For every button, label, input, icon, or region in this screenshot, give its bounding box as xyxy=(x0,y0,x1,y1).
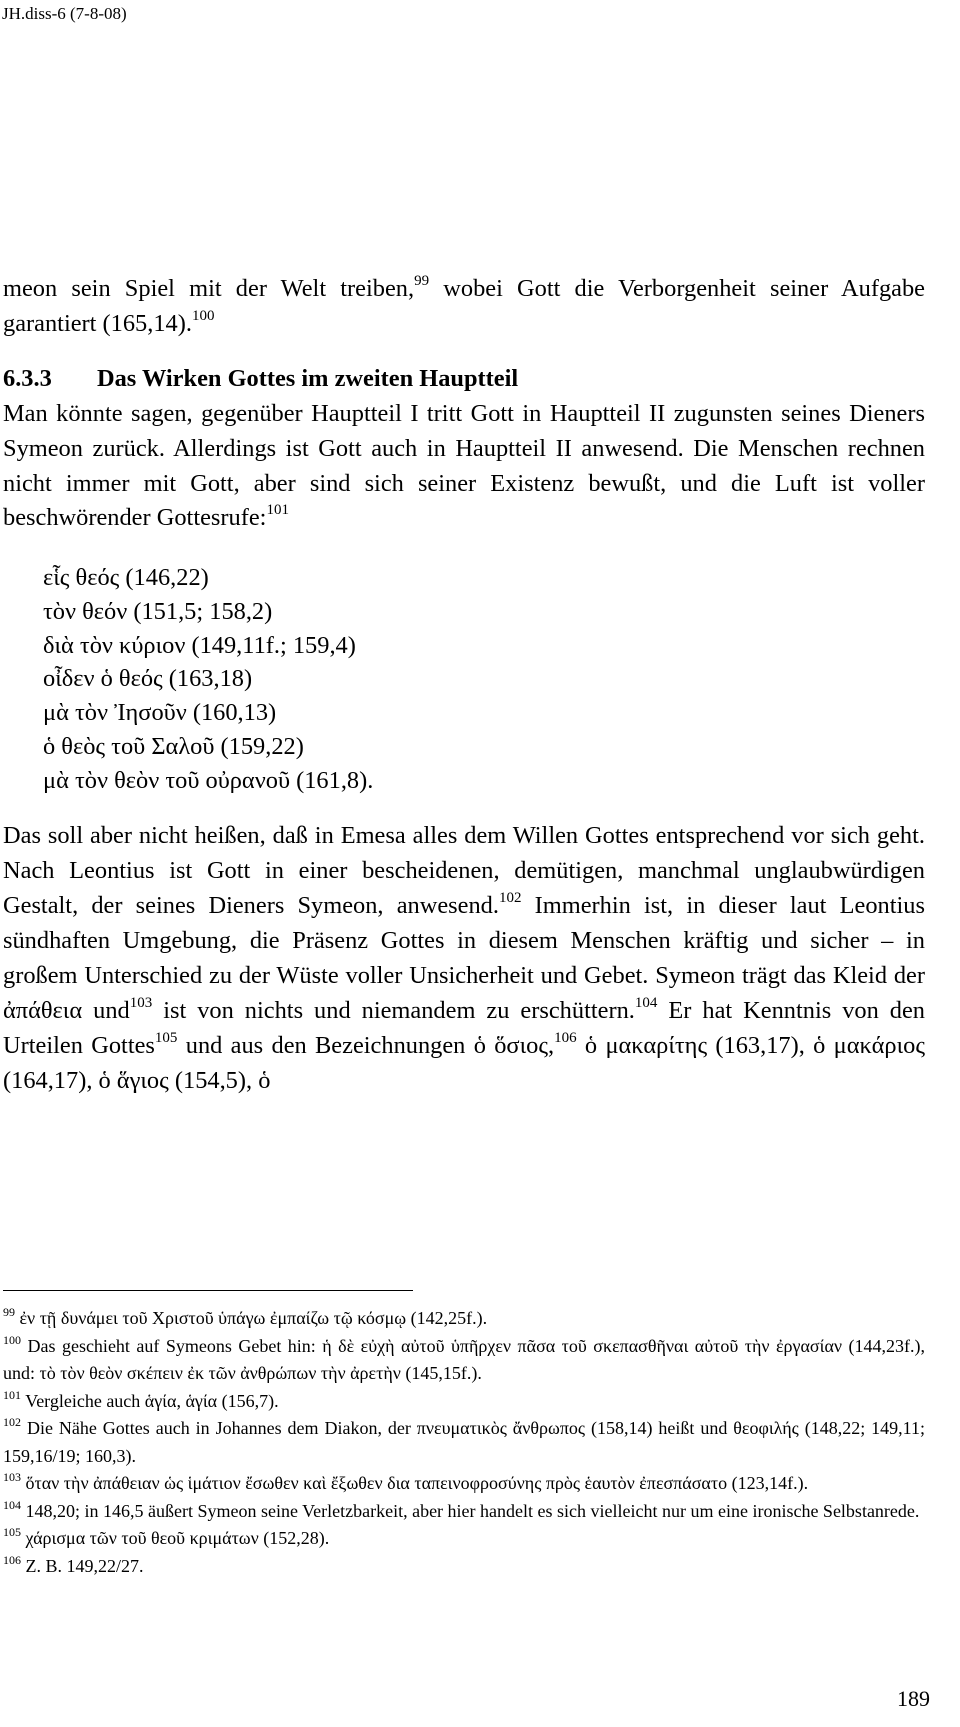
footnote-divider xyxy=(3,1290,413,1291)
paragraph-text: und aus den Bezeichnungen ὁ ὅσιος, xyxy=(177,1031,555,1059)
footnote-ref-106[interactable]: 106 xyxy=(554,1029,577,1046)
footnote-104 xyxy=(3,1498,925,1526)
greek-quote: τὸν θεόν (151,5; 158,2) xyxy=(43,598,273,626)
footnote-102 xyxy=(3,1415,925,1470)
main-text xyxy=(3,272,925,1099)
footnote-number: 105 xyxy=(3,1525,21,1539)
footnote-number: 101 xyxy=(3,1387,21,1402)
page-number: 189 xyxy=(897,1686,930,1711)
footnote-106 xyxy=(3,1553,925,1581)
footnote-number: 100 xyxy=(3,1332,21,1347)
footnote-100 xyxy=(3,1333,925,1388)
paragraph-text: wobei Gott die Verborgenheit seiner Aufgabe garantiert (165,14). xyxy=(3,275,925,337)
footnote-ref-100[interactable]: 100 xyxy=(191,307,215,324)
paragraph-text: Immerhin ist, in dieser laut Leontius sündhaften Umgebung, die Präsenz Gottes in diesem Menschen kräftig und sicher – in großem Unterschied zu der Wüste voller Unsicherheit und Gebet. Symeon trägt das Kleid der ἀπάθεια und xyxy=(3,892,925,1024)
greek-quote: μὰ τὸν θεὸν τοῦ οὐρανοῦ (161,8). xyxy=(43,766,374,794)
section-heading xyxy=(3,362,925,397)
footnotes-section xyxy=(3,1305,925,1580)
paragraph-text: meon sein Spiel mit der Welt treiben, xyxy=(3,275,415,302)
paragraph-text: Man könnte sagen, gegenüber Hauptteil I tritt Gott in Hauptteil II zugunsten seines Dieners Symeon zurück. Allerdings ist Gott auch in Hauptteil II anwesend. Die Menschen rechnen nicht immer mit Gott, aber sind sich seiner Existenz bewußt, und die Luft ist voller beschwörender Gottesrufe: xyxy=(3,399,925,532)
footnote-ref-103[interactable]: 103 xyxy=(129,994,153,1011)
greek-quote: διὰ τὸν κύριον (149,11f.; 159,4) xyxy=(43,631,356,659)
footnote-number: 106 xyxy=(3,1552,21,1567)
footnote-99 xyxy=(3,1305,925,1333)
paragraph-text: Er hat Kenntnis von den Urteilen Gottes xyxy=(3,996,926,1059)
footnote-ref-104[interactable]: 104 xyxy=(634,994,658,1011)
footnote-text: 148,20; in 146,5 äußert Symeon seine Verletzbarkeit, aber hier handelt es sich vielleicht nur um eine ironische Selbstanrede. xyxy=(25,1500,920,1521)
footnote-number: 103 xyxy=(3,1470,21,1484)
footnote-text: Z. B. 149,22/27. xyxy=(25,1555,144,1576)
greek-quote: μὰ τὸν Ἰησοῦν (160,13) xyxy=(43,699,277,727)
footnote-text: χάρισμα τῶν τοῦ θεοῦ κριμάτων (152,28). xyxy=(25,1528,330,1548)
footnote-ref-102[interactable]: 102 xyxy=(498,890,522,907)
paragraph-text: ὁ μακαρίτης (163,17), ὁ μακάριος (164,17), ὁ ἅγιος (154,5), ὁ xyxy=(3,1031,925,1094)
footnote-number: 102 xyxy=(3,1415,21,1429)
section-number: 6.3.3 xyxy=(3,364,52,392)
footnote-ref-101[interactable]: 101 xyxy=(266,502,289,519)
paragraph-text: ist von nichts und niemandem zu erschüttern. xyxy=(152,996,635,1024)
greek-quote: οἶδεν ὁ θεός (163,18) xyxy=(43,665,253,693)
paragraph-text: Das soll aber nicht heißen, daß in Emesa alles dem Willen Gottes entsprechend vor sich geht. Nach Leontius ist Gott in einer bescheidenen, demütigen, manchmal unglaubwürdigen Gestalt, der seines Dieners Symeon, anwesend. xyxy=(3,822,925,920)
footnote-text: Das geschieht auf Symeons Gebet hin: ἡ δὲ εὐχὴ αὐτοῦ ὑπῆρχεν πᾶσα τοῦ σκεπασθῆναι αὐτοῦ τὴν ἐργασίαν (144,23f.), und: τὸ τὸν θεὸν σκέπειν ἐκ τῶν ἀνθρώπων τὴν ἀρετὴν (145,15f.). xyxy=(3,1335,926,1383)
footnote-101 xyxy=(3,1388,925,1416)
footnote-number: 104 xyxy=(3,1497,21,1512)
footnote-number: 99 xyxy=(3,1305,15,1319)
greek-quotes-list xyxy=(43,561,925,797)
greek-quote: εἷς θεός (146,22) xyxy=(43,564,209,592)
footnote-text: ἐν τῇ δυνάμει τοῦ Χριστοῦ ὑπάγω ἐμπαίζω τῷ κόσμῳ (142,25f.). xyxy=(19,1308,488,1328)
footnote-ref-105[interactable]: 105 xyxy=(154,1029,178,1046)
document-header: JH.diss-6 (7-8-08) xyxy=(2,4,127,23)
section-title: Das Wirken Gottes im zweiten Hauptteil xyxy=(97,364,519,392)
paragraph-continuation xyxy=(3,272,925,342)
footnote-105 xyxy=(3,1525,925,1553)
greek-quote: ὁ θεὸς τοῦ Σαλοῦ (159,22) xyxy=(43,732,304,760)
footnote-ref-99[interactable]: 99 xyxy=(414,273,430,289)
footnote-text: Vergleiche auch ἁγία, ἁγία (156,7). xyxy=(25,1390,279,1411)
footnote-text: Die Nähe Gottes auch in Johannes dem Diakon, der πνευματικὸς ἄνθρωπος (158,14) heißt und θεοφιλής (148,22; 149,11; 159,16/19; 160,3). xyxy=(3,1418,926,1466)
footnote-103 xyxy=(3,1470,925,1498)
paragraph-main xyxy=(3,819,925,1098)
footnote-text: ὅταν τὴν ἀπάθειαν ὡς ἱμάτιον ἔσωθεν καὶ ἔξωθεν δια ταπεινοφροσύνης πρὸς ἑαυτὸν ἐπεσπάσατο (123,14f.). xyxy=(25,1473,809,1493)
paragraph-intro xyxy=(3,397,925,537)
